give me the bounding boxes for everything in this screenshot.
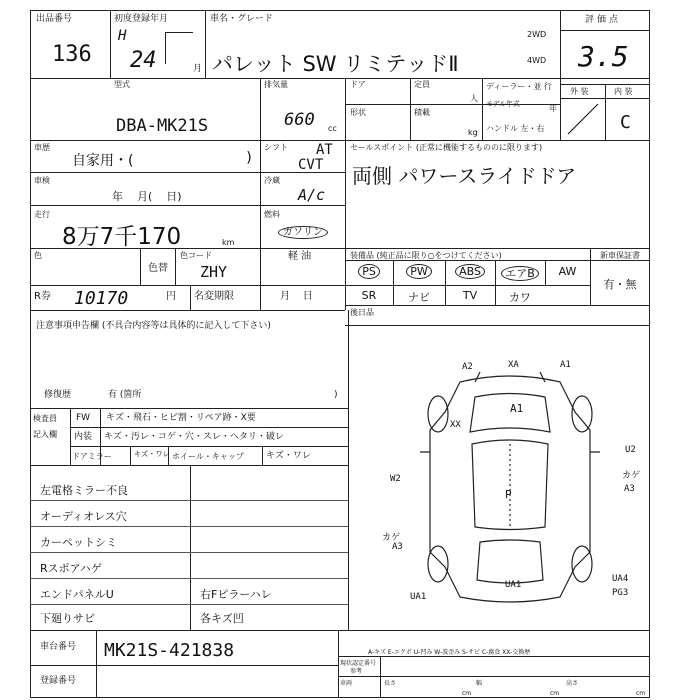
reg-era: H <box>118 28 127 44</box>
equip-airbag: エアB <box>495 265 545 281</box>
car-diagram <box>380 352 640 612</box>
model-value: DBA-MK21S <box>116 116 209 136</box>
exterior-label: 外 装 <box>570 87 589 96</box>
interior-insp-items: キズ・汚レ・コゲ・穴・スレ・ヘタリ・破レ <box>104 432 284 442</box>
wheel-items: キズ・ワレ <box>266 451 311 461</box>
footer-col-width: 幅 <box>476 680 483 687</box>
name-change-label: 名変期限 <box>194 291 234 302</box>
footer-col-cm2: cm <box>550 690 560 697</box>
model-year-label: モデル年式 <box>486 100 520 108</box>
inspection-value: 年 月( 日) <box>112 190 182 203</box>
mark-xx-left: XX <box>450 420 461 430</box>
mark-ua1-rear: UA1 <box>505 580 522 590</box>
note-left-6: 下廻りサビ <box>40 612 95 625</box>
mirror-items: キズ・ワレ <box>134 451 170 459</box>
repair-label: 修復歴 <box>44 390 72 400</box>
chassis-label: 車台番号 <box>40 642 77 652</box>
mileage-label: 走行 <box>34 210 50 219</box>
km-unit: km <box>222 238 235 247</box>
mark-gain-right: カゲ <box>622 471 641 481</box>
displacement-label: 排気量 <box>264 80 288 89</box>
mark-u2-right: U2 <box>625 445 636 455</box>
shift-label: シフト <box>264 143 288 152</box>
drive-4wd: 4WD <box>527 56 547 65</box>
color-code: ZHY <box>200 263 228 281</box>
mark-ua1-bottom-left: UA1 <box>410 592 427 602</box>
drive-2wd: 2WD <box>527 30 547 39</box>
person-unit: 人 <box>470 94 478 103</box>
equip-abs: ABS <box>445 265 495 278</box>
fw-items: キズ・飛石・ヒビ割・リペア跡・X要 <box>106 413 256 423</box>
wheel-label: ホイール・キャップ <box>172 452 244 461</box>
footer-col-length: 長さ <box>384 680 397 687</box>
note-right-6: 各キズ凹 <box>200 612 244 625</box>
fw-label: FW <box>76 413 91 423</box>
note-left-3: カーペットシミ <box>40 536 117 549</box>
footer-col-height: 高さ <box>566 680 579 687</box>
recycle-label: R券 <box>34 291 51 302</box>
equip-tv: TV <box>462 289 478 302</box>
note-left-4: Rスポアハゲ <box>40 562 102 575</box>
equip-leather: カワ <box>509 291 531 304</box>
color-label: 色 <box>34 251 42 260</box>
form-label: 形状 <box>350 108 366 117</box>
notes-title: 注意事項申告欄 (不具合内容等は具体的に記入して下さい) <box>36 321 271 331</box>
sales-text: 両側 パワースライドドア <box>352 164 577 188</box>
light-oil-label: 軽 油 <box>288 251 312 262</box>
inspector-label-2: 記入欄 <box>33 430 57 439</box>
shift-value-cvt: CVT <box>298 157 324 173</box>
color-code-label: 色コード <box>180 251 212 260</box>
lot-label: 出品番号 <box>36 14 73 24</box>
yen-unit: 円 <box>166 291 176 302</box>
equip-pw: PW <box>393 265 445 278</box>
lot-number: 136 <box>52 42 92 67</box>
mark-a2-top: A2 <box>462 362 473 372</box>
mark-a3-left: A3 <box>392 542 403 552</box>
use-close: ) <box>245 150 254 166</box>
chassis-value: MK21S-421838 <box>104 640 235 661</box>
reg-year: 24 <box>130 48 157 73</box>
inspection-label: 車検 <box>34 176 50 185</box>
mark-gain-left: カゲ <box>382 533 401 543</box>
reg-number-label: 登録番号 <box>40 676 77 686</box>
note-left-1: 左電格ミラー不良 <box>40 484 128 497</box>
kg-unit: kg <box>468 128 478 137</box>
exterior-slash <box>560 98 605 140</box>
car-name-label: 車名・グレード <box>210 14 274 24</box>
shift-value-at: AT <box>316 142 333 158</box>
footer-col-cm3: cm <box>636 690 646 697</box>
mark-a1-top: A1 <box>560 360 571 370</box>
sales-label: セールスポイント (正常に機能するもののに限ります) <box>350 143 543 152</box>
equipment-label: 装備品 (純正品に限り○をつけてください) <box>350 251 502 260</box>
repair-close: ) <box>334 390 338 400</box>
model-label: 型式 <box>114 80 130 89</box>
warranty-value: 有・無 <box>603 278 637 291</box>
warranty-label: 新車保証書 <box>600 251 640 260</box>
mileage-value: 8万7千170 <box>62 224 182 250</box>
reg-month-unit: 月 <box>193 64 203 74</box>
equip-sr: SR <box>361 289 377 302</box>
cc-unit: cc <box>328 124 337 133</box>
damage-legend: A-キズ E-エクボ U-凹み W-波歪み S-サビ C-腐食 XX-交換歴 <box>368 649 531 656</box>
mark-a3-right: A3 <box>624 484 635 494</box>
color-change-label: 色替 <box>148 263 168 274</box>
load-label: 積載 <box>414 108 430 117</box>
note-right-5: 右Fピラーハレ <box>200 588 272 601</box>
after-label: 後日品 <box>350 308 374 317</box>
displacement-value: 660 <box>284 110 315 130</box>
interior-grade: C <box>620 112 631 133</box>
door-label: ドア <box>350 80 366 89</box>
footer-col-vehicle: 車両 <box>340 680 353 687</box>
mark-w2-left: W2 <box>390 474 401 484</box>
recycle-value: 10170 <box>74 288 129 309</box>
mark-pg3-right: PG3 <box>612 588 629 598</box>
score-label: 評価点 <box>585 15 622 25</box>
interior-label: 内 装 <box>614 87 633 96</box>
footer-col-cm1: cm <box>462 690 472 697</box>
mark-ua4-right: UA4 <box>612 574 629 584</box>
mirror-label: ドアミラー <box>72 452 112 461</box>
capacity-label: 定員 <box>414 80 430 89</box>
repair-value: 有 (箇所 <box>108 390 142 400</box>
fuel-label: 燃料 <box>264 210 280 219</box>
interior-insp-label: 内装 <box>74 432 93 442</box>
footer-col-ref: 参考 <box>350 668 363 675</box>
fuel-value: ガソリン <box>278 226 328 239</box>
inspector-label-1: 検査員 <box>33 414 57 423</box>
reg-label: 初度登録年月 <box>114 14 169 24</box>
aircon-value: A/c <box>298 186 326 204</box>
use-value: 自家用・( <box>72 153 134 169</box>
score-value: 3.5 <box>578 40 629 73</box>
name-change-value: 月 日 <box>280 291 313 302</box>
mark-xa-top: XA <box>508 360 519 370</box>
aircon-label: 冷蔵 <box>264 176 280 185</box>
mark-p-center: P <box>505 488 512 501</box>
note-left-5: エンドパネルU <box>40 588 114 601</box>
note-left-2: オーディオレス穴 <box>40 510 127 523</box>
equip-aw: AW <box>558 265 577 278</box>
mark-a1-hood: A1 <box>510 402 524 415</box>
car-name: パレット SW リミテッドⅡ <box>212 52 459 76</box>
footer-col-cert: 現状認定番号 <box>340 660 377 667</box>
equip-navi: ナビ <box>408 291 430 304</box>
year-unit: 年 <box>549 104 557 113</box>
dealer-label: ディーラー・並 行 <box>486 82 552 91</box>
handle-label: ハンドル 左・右 <box>486 124 545 133</box>
use-label: 車歴 <box>34 143 50 152</box>
equip-ps: PS <box>345 265 393 278</box>
